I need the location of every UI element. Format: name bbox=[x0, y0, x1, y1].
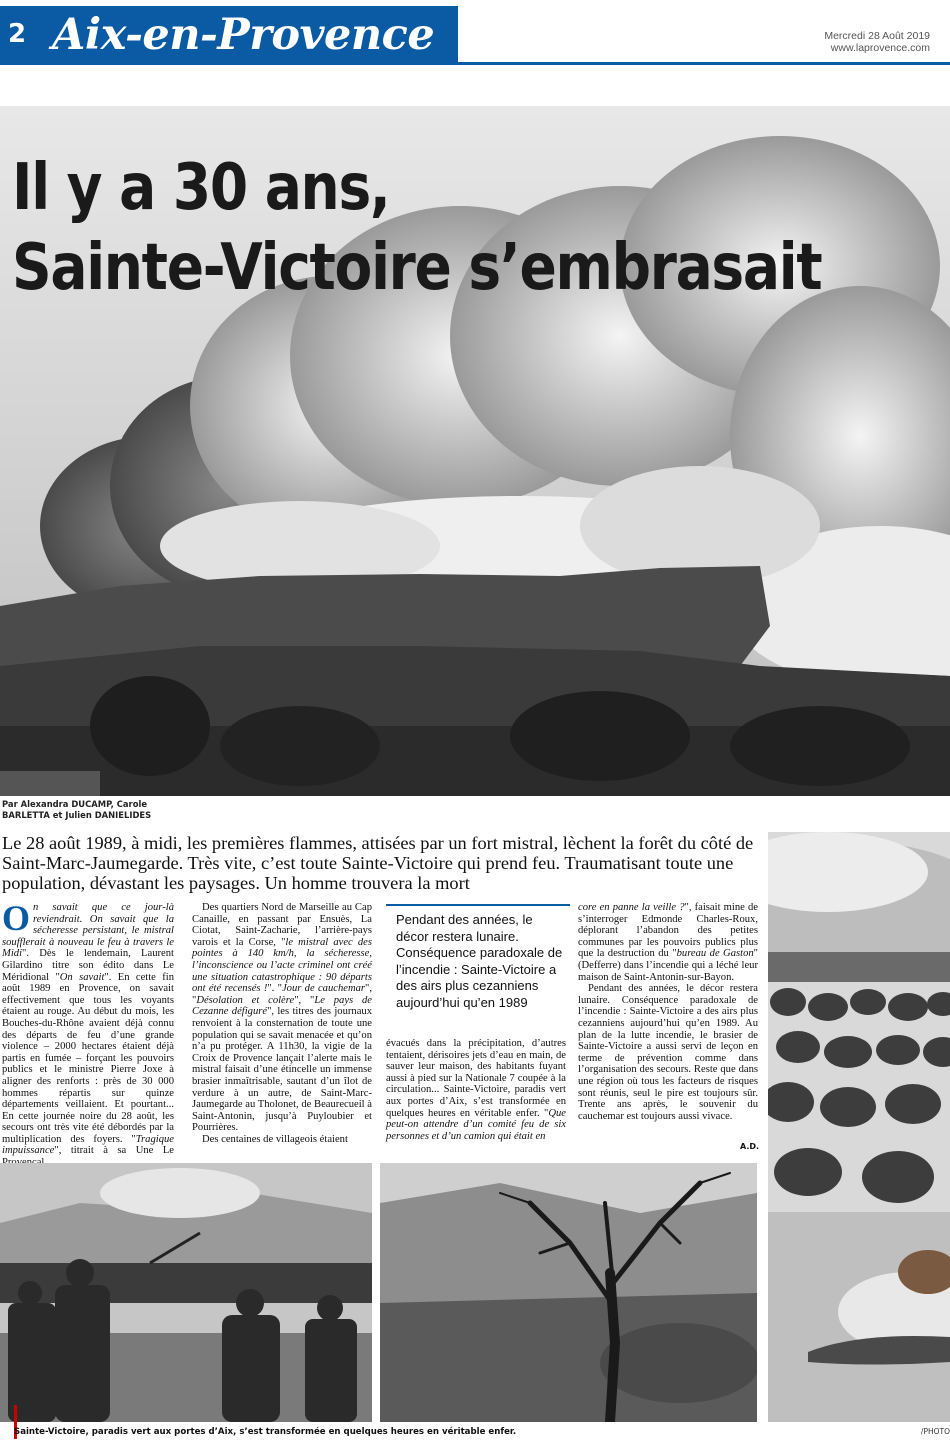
section-title: Aix-en-Provence bbox=[52, 10, 435, 60]
byline-line-2: BARLETTA et Julien DANIELIDES bbox=[2, 810, 152, 820]
col2-para-2: Des centaines de villageois étaient bbox=[202, 1133, 348, 1145]
photo-credit: /PHOTO bbox=[920, 1427, 950, 1436]
col2-text-3: ", " bbox=[192, 983, 372, 1006]
pull-quote-text: Pendant des années, le décor restera lunaire. Conséquence paradoxale de l’incendie : Sainte-Victoire a des airs plus cezanniens aujourd’hui qu’en 1989 bbox=[396, 912, 563, 1010]
col1-italic-2: On savait bbox=[59, 971, 105, 983]
byline bbox=[2, 799, 151, 821]
article-column-2 bbox=[192, 902, 372, 1145]
author-initials: A.D. bbox=[740, 1142, 760, 1151]
issue-date: Mercredi 28 Août 2019 bbox=[824, 30, 930, 42]
col1-text-3: ", titrait à sa Une Le bbox=[54, 1145, 174, 1157]
lead-paragraph: Le 28 août 1989, à midi, les premières flammes, attisées par un fort mistral, lèchent la forêt du côté de Saint-Marc-Jaumegarde. Très vite, c’est toute Sainte-Victoire qui prend feu. Traumatisant toute une population, dévastant les paysages. Un homme trouvera la mort bbox=[2, 833, 754, 893]
photo-firefighters bbox=[0, 1163, 372, 1422]
headline-line-2: Sainte-Victoire s’embrasait bbox=[12, 231, 822, 305]
col1-italic: n savait que ce jour-là reviendrait. On savait que la sécheresse persistant, le mistral soufflerait à nouveau le feu à travers le Midi bbox=[2, 902, 174, 960]
header-rule bbox=[0, 62, 950, 65]
col4-italic: core en panne la veille ? bbox=[578, 902, 685, 913]
col2-italic-4: Le pays de Cezanne défiguré bbox=[192, 994, 372, 1018]
col2-italic: le mistral avec des pointes à 140 km/h, la sécheresse, l’inconscience ou l’acte criminel ont créé une situation catastrophique : 90 départs ont été recensés ! bbox=[192, 936, 372, 995]
col4-para-2: Pendant des années, le décor restera lunaire. Conséquence paradoxale de l’incendie : Sainte-Victoire a des airs plus cezanniens aujourd’hui qu’en 1989. Au plan de la lutte incendie, le brasier de Sainte-Victoire a aussi servi de leçon en terme de prévention comme dans l’organisation des secours. Reste que dans une région où tous les facteurs de risques sont réunis, seul le pire est toujours sûr. Trente ans après, le souvenir du cauchemar est toujours aussi vivace. bbox=[578, 983, 758, 1122]
col1-text-2: ". En cette fin août 1989 en Provence, on savait effectivement que tous les voyants étaient au rouge. Au début du mois, les Bouches-du-Rhône avaient déjà connu des départs de feu d’une grande violence – 2000 hectares étaient déjà partis en fumée – forçant les pouvoirs publics et le ministre Pierre Joxe à aligner des renforts : près de 30 000 hommes répartis sur quinze départements veillaient. Et pourtant... En cette journée noire du 28 août, les secours ont très vite été débordés par la multiplication des foyers. " bbox=[2, 971, 174, 1145]
page-number: 2 bbox=[8, 19, 27, 49]
article-column-4 bbox=[578, 902, 758, 1122]
headline bbox=[12, 148, 821, 308]
col2-text: Des quartiers Nord de Marseille au Cap Canaille, en passant par Ensuès, La Ciotat, Saint-Zacharie, l’arrière-pays varois et la Corse, " bbox=[192, 902, 372, 948]
col3-italic: Que peut-on attendre d’un comité feu de six personnes et d’un camion qui était en bbox=[386, 1107, 566, 1142]
col2-italic-2: Jour de cauchemar bbox=[281, 983, 366, 995]
byline-line-1: Par Alexandra DUCAMP, Carole bbox=[2, 799, 147, 809]
photo-vineyard-smoke bbox=[768, 832, 950, 1422]
col3-text: évacués dans la précipitation, d’autres tentaient, dérisoires jets d’eau en main, de sauver leur maison, des habitants fuyant aussi à pied sur la Nationale 7 coupée à la circulation... Sainte-Victoire, paradis vert aux portes d’Aix, s’est transformée en quelques heures en véritable enfer. " bbox=[386, 1038, 566, 1119]
photo-caption: Sainte-Victoire, paradis vert aux portes d’Aix, s’est transformée en quelques heures en véritable enfer. bbox=[14, 1427, 517, 1437]
article-column-3 bbox=[386, 1038, 566, 1142]
article-column-1 bbox=[2, 898, 174, 1169]
col2-text-4: ", " bbox=[294, 994, 315, 1006]
drop-cap: O bbox=[2, 898, 31, 938]
pull-quote bbox=[386, 904, 570, 1024]
col2-italic-3: Désolation et colère bbox=[196, 994, 295, 1006]
col1-italic-3: Tragique impuissance bbox=[2, 1133, 174, 1157]
website-url: www.laprovence.com bbox=[830, 42, 930, 54]
pull-quote-rule bbox=[386, 904, 570, 906]
header-meta bbox=[824, 30, 930, 54]
col1-text: ". Dès le lendemain, Laurent Gilardino titre son édito dans Le Méridional " bbox=[2, 948, 174, 983]
col2-text-2: ". " bbox=[267, 983, 282, 995]
photo-burned-tree bbox=[380, 1163, 757, 1422]
col4-text-2: " (Defferre) dans l’incendie qui a léché leur maison de Saint-Antonin-sur-Bayon. bbox=[578, 948, 758, 983]
col2-text-5: ", les titres des journaux renvoient à la consternation de toute une population qui se savait menacée et qu’on n’a pu protéger. A 11h30, la vigie de la Croix de Provence lançait l’alerte mais le mistral faisait d’une étincelle un immense brasier inmaîtrisable, sautant d’un îlot de verdure à un autre, de Saint-Marc-Jaumegarde au Tholonet, de Beaurecueil à Saint-Antonin, jusqu’à Puyloubier et Pourrières. bbox=[192, 1006, 373, 1134]
col4-italic-2: bureau de Gaston bbox=[676, 948, 754, 960]
col4-text: ", faisait mine de s’interroger Edmonde Charles-Roux, déplorant l’abandon des petites communes par les pouvoirs publics plus que la destruction du " bbox=[578, 902, 758, 960]
headline-line-1: Il y a 30 ans, bbox=[12, 151, 390, 225]
